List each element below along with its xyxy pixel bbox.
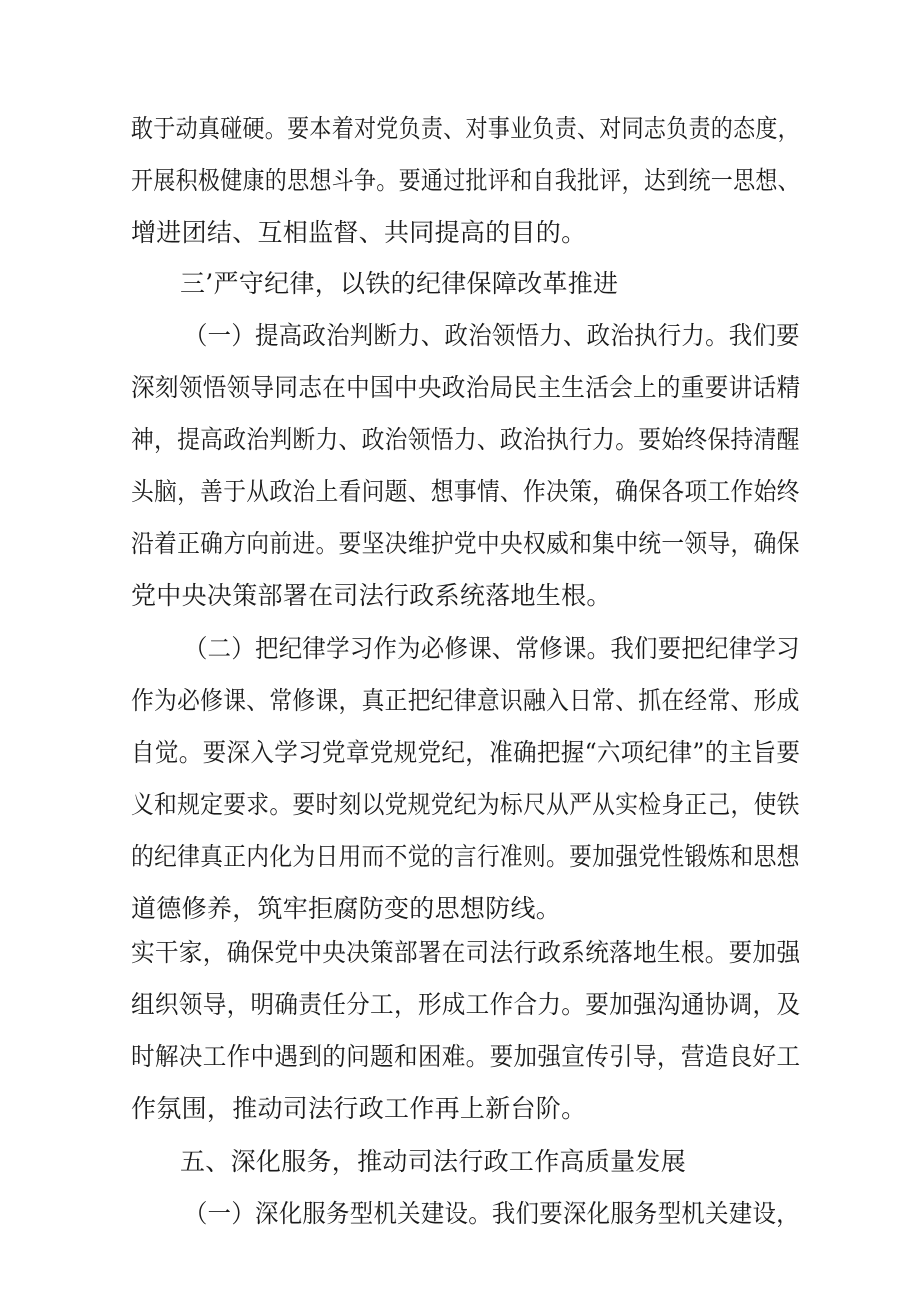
text-line: 实干家，确保党中央决策部署在司法行政系统落地生根。要加强 bbox=[131, 938, 801, 967]
text-line: 沿着正确方向前进。要坚决维护党中央权威和集中统一领导，确保 bbox=[131, 529, 800, 558]
text-line: 头脑，善于从政治上看问题、想事情、作决策，确保各项工作始终 bbox=[131, 477, 800, 506]
text-line: 增进团结、互相监督、共同提高的目的。 bbox=[131, 218, 587, 247]
text-line: 的纪律真正内化为日用而不觉的言行准则。要加强党性锻炼和思想 bbox=[131, 842, 800, 871]
text-line: （一）提高政治判断力、政治领悟力、政治执行力。我们要 bbox=[184, 321, 800, 350]
text-line: 自觉。要深入学习党章党规党纪，准确把握“六项纪律”的主旨要 bbox=[131, 738, 801, 767]
text-line: 道德修养，筑牢拒腐防变的思想防线。 bbox=[131, 894, 562, 923]
text-line: 党中央决策部署在司法行政系统落地生根。 bbox=[131, 581, 612, 610]
text-line: 作氛围，推动司法行政工作再上新台阶。 bbox=[131, 1094, 587, 1123]
text-line: （二）把纪律学习作为必修课、常修课。我们要把纪律学习 bbox=[184, 634, 800, 663]
section-heading: 五、深化服务，推动司法行政工作高质量发展 bbox=[180, 1147, 687, 1176]
text-line: （一）深化服务型机关建设。我们要深化服务型机关建设， bbox=[184, 1199, 800, 1228]
text-line: 深刻领悟领导同志在中国中央政治局民主生活会上的重要讲话精 bbox=[131, 373, 801, 402]
section-heading: 三’严守纪律，以铁的纪律保障改革推进 bbox=[180, 269, 619, 298]
text-line: 义和规定要求。要时刻以党规党纪为标尺从严从实检身正己，使铁 bbox=[131, 790, 800, 819]
text-line: 作为必修课、常修课，真正把纪律意识融入日常、抓在经常、形成 bbox=[131, 686, 800, 715]
text-line: 神，提高政治判断力、政治领悟力、政治执行力。要始终保持清醒 bbox=[131, 425, 800, 454]
text-line: 开展积极健康的思想斗争。要通过批评和自我批评，达到统一思想、 bbox=[131, 166, 800, 195]
text-line: 组织领导，明确责任分工，形成工作合力。要加强沟通协调，及 bbox=[131, 990, 801, 1019]
text-line: 敢于动真碰硬。要本着对党负责、对事业负责、对同志负责的态度， bbox=[131, 114, 800, 143]
text-line: 时解决工作中遇到的问题和困难。要加强宣传引导，营造良好工 bbox=[131, 1042, 801, 1071]
